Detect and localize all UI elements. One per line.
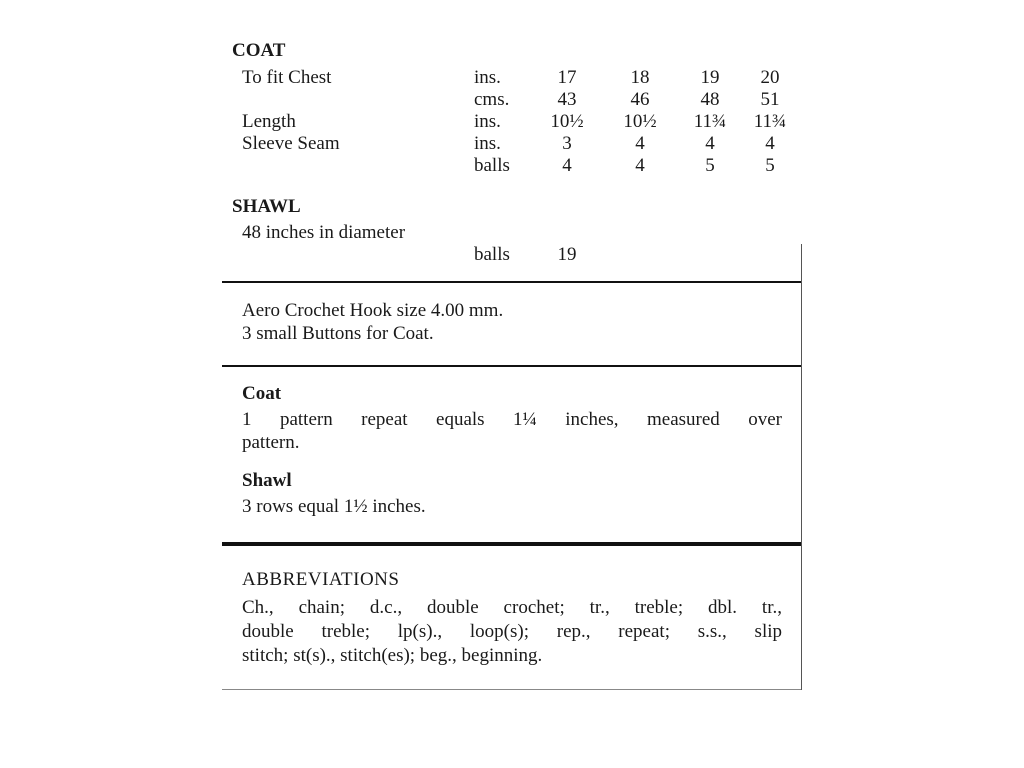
size-row-unit: ins.: [474, 133, 501, 154]
size-value: 20: [760, 67, 780, 88]
size-value: 19: [700, 67, 720, 88]
coat-heading: COAT: [232, 40, 286, 61]
shawl-unit: balls: [474, 244, 510, 265]
size-value: 48: [700, 89, 720, 110]
shawl-balls: 19: [557, 244, 577, 265]
size-value: 5: [765, 155, 775, 176]
shawl-heading: SHAWL: [232, 196, 301, 217]
tension-shawl-text: 3 rows equal 1½ inches.: [242, 496, 426, 517]
size-row-unit: cms.: [474, 89, 510, 110]
text-line: pattern.: [242, 432, 300, 453]
materials-line: Aero Crochet Hook size 4.00 mm.: [242, 300, 504, 321]
size-row-unit: ins.: [474, 111, 501, 132]
size-value: 5: [705, 155, 715, 176]
size-value: 10½: [550, 111, 584, 132]
size-value: 11¾: [753, 111, 787, 132]
section-divider: [222, 365, 802, 367]
materials-line: 3 small Buttons for Coat.: [242, 323, 434, 344]
size-value: 4: [765, 133, 775, 154]
size-value: 51: [760, 89, 780, 110]
abbreviations-text: [242, 596, 782, 668]
size-row-label: Length: [242, 111, 296, 132]
text-line: Ch., chain; d.c., double crochet; tr., treble; dbl. tr.,: [242, 597, 782, 618]
size-value: 4: [635, 155, 645, 176]
right-edge-rule: [801, 244, 802, 690]
pattern-document: [222, 34, 802, 690]
size-value: 10½: [623, 111, 657, 132]
text-line: double treble; lp(s)., loop(s); rep., repeat; s.s., slip: [242, 621, 782, 642]
size-value: 18: [630, 67, 650, 88]
abbreviations-heading: ABBREVIATIONS: [242, 569, 400, 590]
size-row-label: Sleeve Seam: [242, 133, 340, 154]
size-value: 4: [635, 133, 645, 154]
size-value: 4: [705, 133, 715, 154]
tension-coat-heading: Coat: [242, 383, 282, 404]
bottom-edge-rule: [222, 689, 802, 690]
section-divider: [222, 281, 802, 283]
size-value: 43: [557, 89, 577, 110]
size-value: 11¾: [693, 111, 727, 132]
text-line: 1 pattern repeat equals 1¼ inches, measured over: [242, 409, 782, 430]
tension-coat-text: [242, 408, 782, 454]
shawl-size: 48 inches in diameter: [242, 222, 406, 243]
size-value: 3: [562, 133, 572, 154]
tension-shawl-heading: Shawl: [242, 470, 292, 491]
size-value: 17: [557, 67, 577, 88]
size-value: 4: [562, 155, 572, 176]
section-divider-thick: [222, 542, 802, 546]
text-line: stitch; st(s)., stitch(es); beg., beginning.: [242, 645, 543, 666]
size-value: 46: [630, 89, 650, 110]
size-row-unit: ins.: [474, 67, 501, 88]
size-row-unit: balls: [474, 155, 510, 176]
size-row-label: To fit Chest: [242, 67, 332, 88]
